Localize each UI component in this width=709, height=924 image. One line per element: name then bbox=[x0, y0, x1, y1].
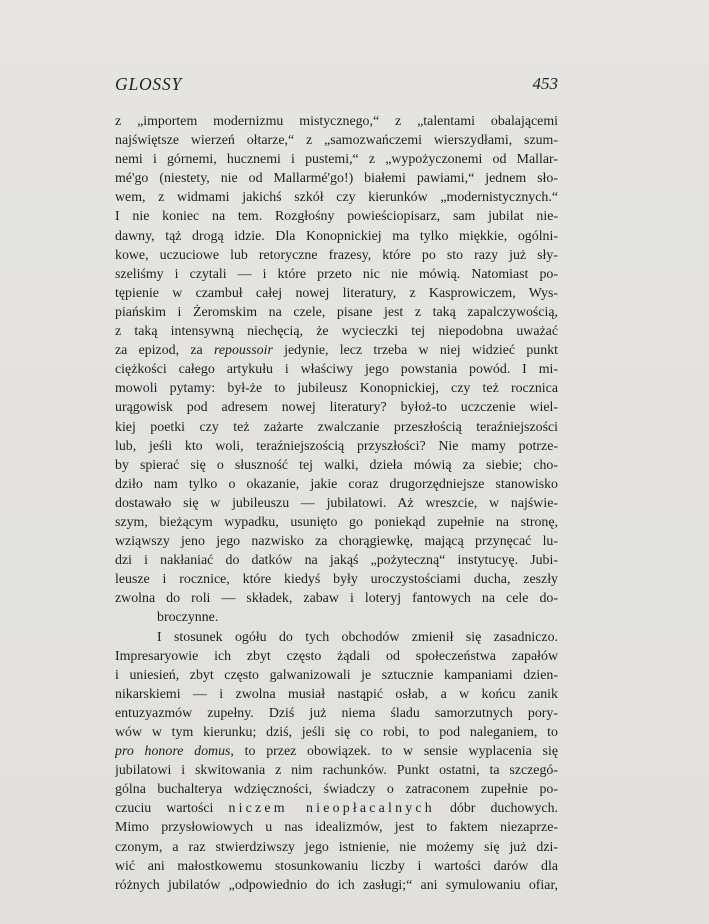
text-line: mowoli pytamy: był-że to jubileusz Konopnickiej, czy też rocznica bbox=[115, 381, 558, 397]
text-line: I stosunek ogółu do tych obchodów zmienił się zasadniczo. bbox=[157, 629, 558, 645]
text-line: jubilatowi i skwitowania z nim rachunków. Punkt ostatni, ta szczegó- bbox=[115, 763, 558, 779]
text-line: tępienie w czambuł całej nowej literatury, z Kasprowiczem, Wys- bbox=[115, 285, 558, 301]
text-line: z taką intensywną niechęcią, że wycieczki tej niepodobna uważać bbox=[115, 324, 558, 340]
text-line: broczynne. bbox=[157, 610, 219, 626]
page-number: 453 bbox=[532, 74, 558, 93]
text-line: wziąwszy jeno jego nazwisko za chorągiewkę, mającą przynęcać lu- bbox=[115, 534, 558, 550]
text-line: z „importem modernizmu mistycznego,“ z „talentami obalającemi bbox=[115, 114, 558, 129]
text-line: kowe, uczuciowe lub retoryczne frazesy, które po sto razy już sły- bbox=[115, 247, 558, 263]
text-line: by spierać się o słuszność tej walki, dzieła mówią za siebie; cho- bbox=[115, 457, 558, 473]
text-line: pro honore domus, to przez obowiązek. to w sensie wyplacenia się bbox=[115, 744, 558, 760]
text-line: nemi i górnemi, hucznemi i pustemi,“ z „wypożyczonemi od Mallar- bbox=[115, 152, 558, 168]
text-line: czuciu wartości niczem nieopłacalnych dóbr duchowych. bbox=[115, 801, 558, 817]
italic-phrase: repoussoir bbox=[213, 343, 273, 359]
text-line: zwolna do roli — składek, zabaw i loteryj fantowych na cele do- bbox=[115, 591, 558, 607]
text-line: dziło nam tylko o okazanie, jakie coraz drugorzędniejsze stanowisko bbox=[115, 476, 558, 492]
text-line: wić ani małostkowemu stosunkowaniu liczby i wartości darów dla bbox=[115, 858, 558, 874]
text-line: szym, bieżącym wypadku, usunięto go poniekąd zupełnie na stronę, bbox=[115, 514, 558, 530]
text-line: i uniesień, zbyt często galwanizowali je sztucznie kampaniami dzien- bbox=[115, 667, 558, 683]
text-line: lub, jeśli kto woli, teraźniejszością przyszłości? Nie mamy potrze- bbox=[115, 438, 558, 454]
text-line: gólna buchalterya wdzięczności, świadczy o zatraconem zupełnie po- bbox=[115, 782, 558, 798]
running-title: GLOSSY bbox=[115, 74, 183, 94]
text-line: dawny, tąż drogą idzie. Dla Konopnickiej ma tylko miękkie, ogólni- bbox=[115, 228, 558, 244]
text-line: leusze i rocznice, które kiedyś były uroczystościami ducha, zeszły bbox=[115, 572, 558, 588]
body-text bbox=[115, 112, 558, 895]
text-line: nikarskiemi — i zwolna musiał nastąpić osłab, a w końcu zanik bbox=[115, 686, 558, 702]
paragraph bbox=[115, 112, 558, 628]
text-line: Impresaryowie ich zbyt często żądali od społeczeństwa zapałów bbox=[115, 648, 558, 664]
running-head bbox=[115, 74, 558, 100]
text-line: I nie koniec na tem. Rozgłośny powieściopisarz, sam jubilat nie- bbox=[115, 209, 558, 225]
spaced-phrase: niczem nieopłacalnych bbox=[228, 801, 435, 817]
italic-phrase: pro honore domus bbox=[115, 744, 231, 760]
text-line: kiej poetki czy też zażarte zwalczanie przeszłością teraźniejszości bbox=[115, 419, 558, 435]
text-line: piańskim i Żeromskim na czele, pisane jest z taką zapalczywością, bbox=[115, 304, 558, 320]
text-line: urągowisk pod adresem nowej literatury? byłoż-to uczczenie wiel- bbox=[115, 400, 558, 416]
text-line: dzi i nakłaniać do datków na jakąś „pożyteczną“ instytucyę. Jubi- bbox=[115, 553, 558, 569]
text-line: wem, z widmami jakichś szkół czy kierunków „modernistycznych.“ bbox=[115, 190, 558, 206]
text-line: Mimo przysłowiowych u nas idealizmów, jest to faktem niezaprze- bbox=[115, 820, 558, 836]
text-line: ciężkości całego artykułu i właściwy jego powstania powód. I mi- bbox=[115, 362, 558, 378]
text-line: różnych jubilatów „odpowiednio do ich zasługi;“ ani symulowaniu ofiar, bbox=[115, 877, 558, 893]
text-line: za epizod, za repoussoir jedynie, lecz trzeba w niej widzieć punkt bbox=[115, 343, 558, 359]
paragraph bbox=[115, 628, 558, 895]
text-line: czonym, a raz stwierdziwszy jego istnienie, nie możemy się już dzi- bbox=[115, 839, 558, 855]
text-line: dostawało się w jubileuszu — jubilatowi. Aż wreszcie, w najświe- bbox=[115, 495, 558, 511]
text-line: szeliśmy i czytali — i które przeto nic nie mówią. Natomiast po- bbox=[115, 266, 558, 282]
text-line: najświętsze wierzeń ołtarze,“ z „samozwańczemi wierszydłami, szum- bbox=[115, 133, 558, 149]
text-line: entuzyazmów zupełny. Dziś już niema śladu samorzutnych pory- bbox=[115, 705, 558, 721]
text-line: mé'go (niestety, nie od Mallarmé'go!) białemi pawiami,“ jednem sło- bbox=[115, 171, 558, 187]
text-line: wów w tym kierunku; dziś, jeśli się co robi, to pod naleganiem, to bbox=[115, 725, 558, 740]
